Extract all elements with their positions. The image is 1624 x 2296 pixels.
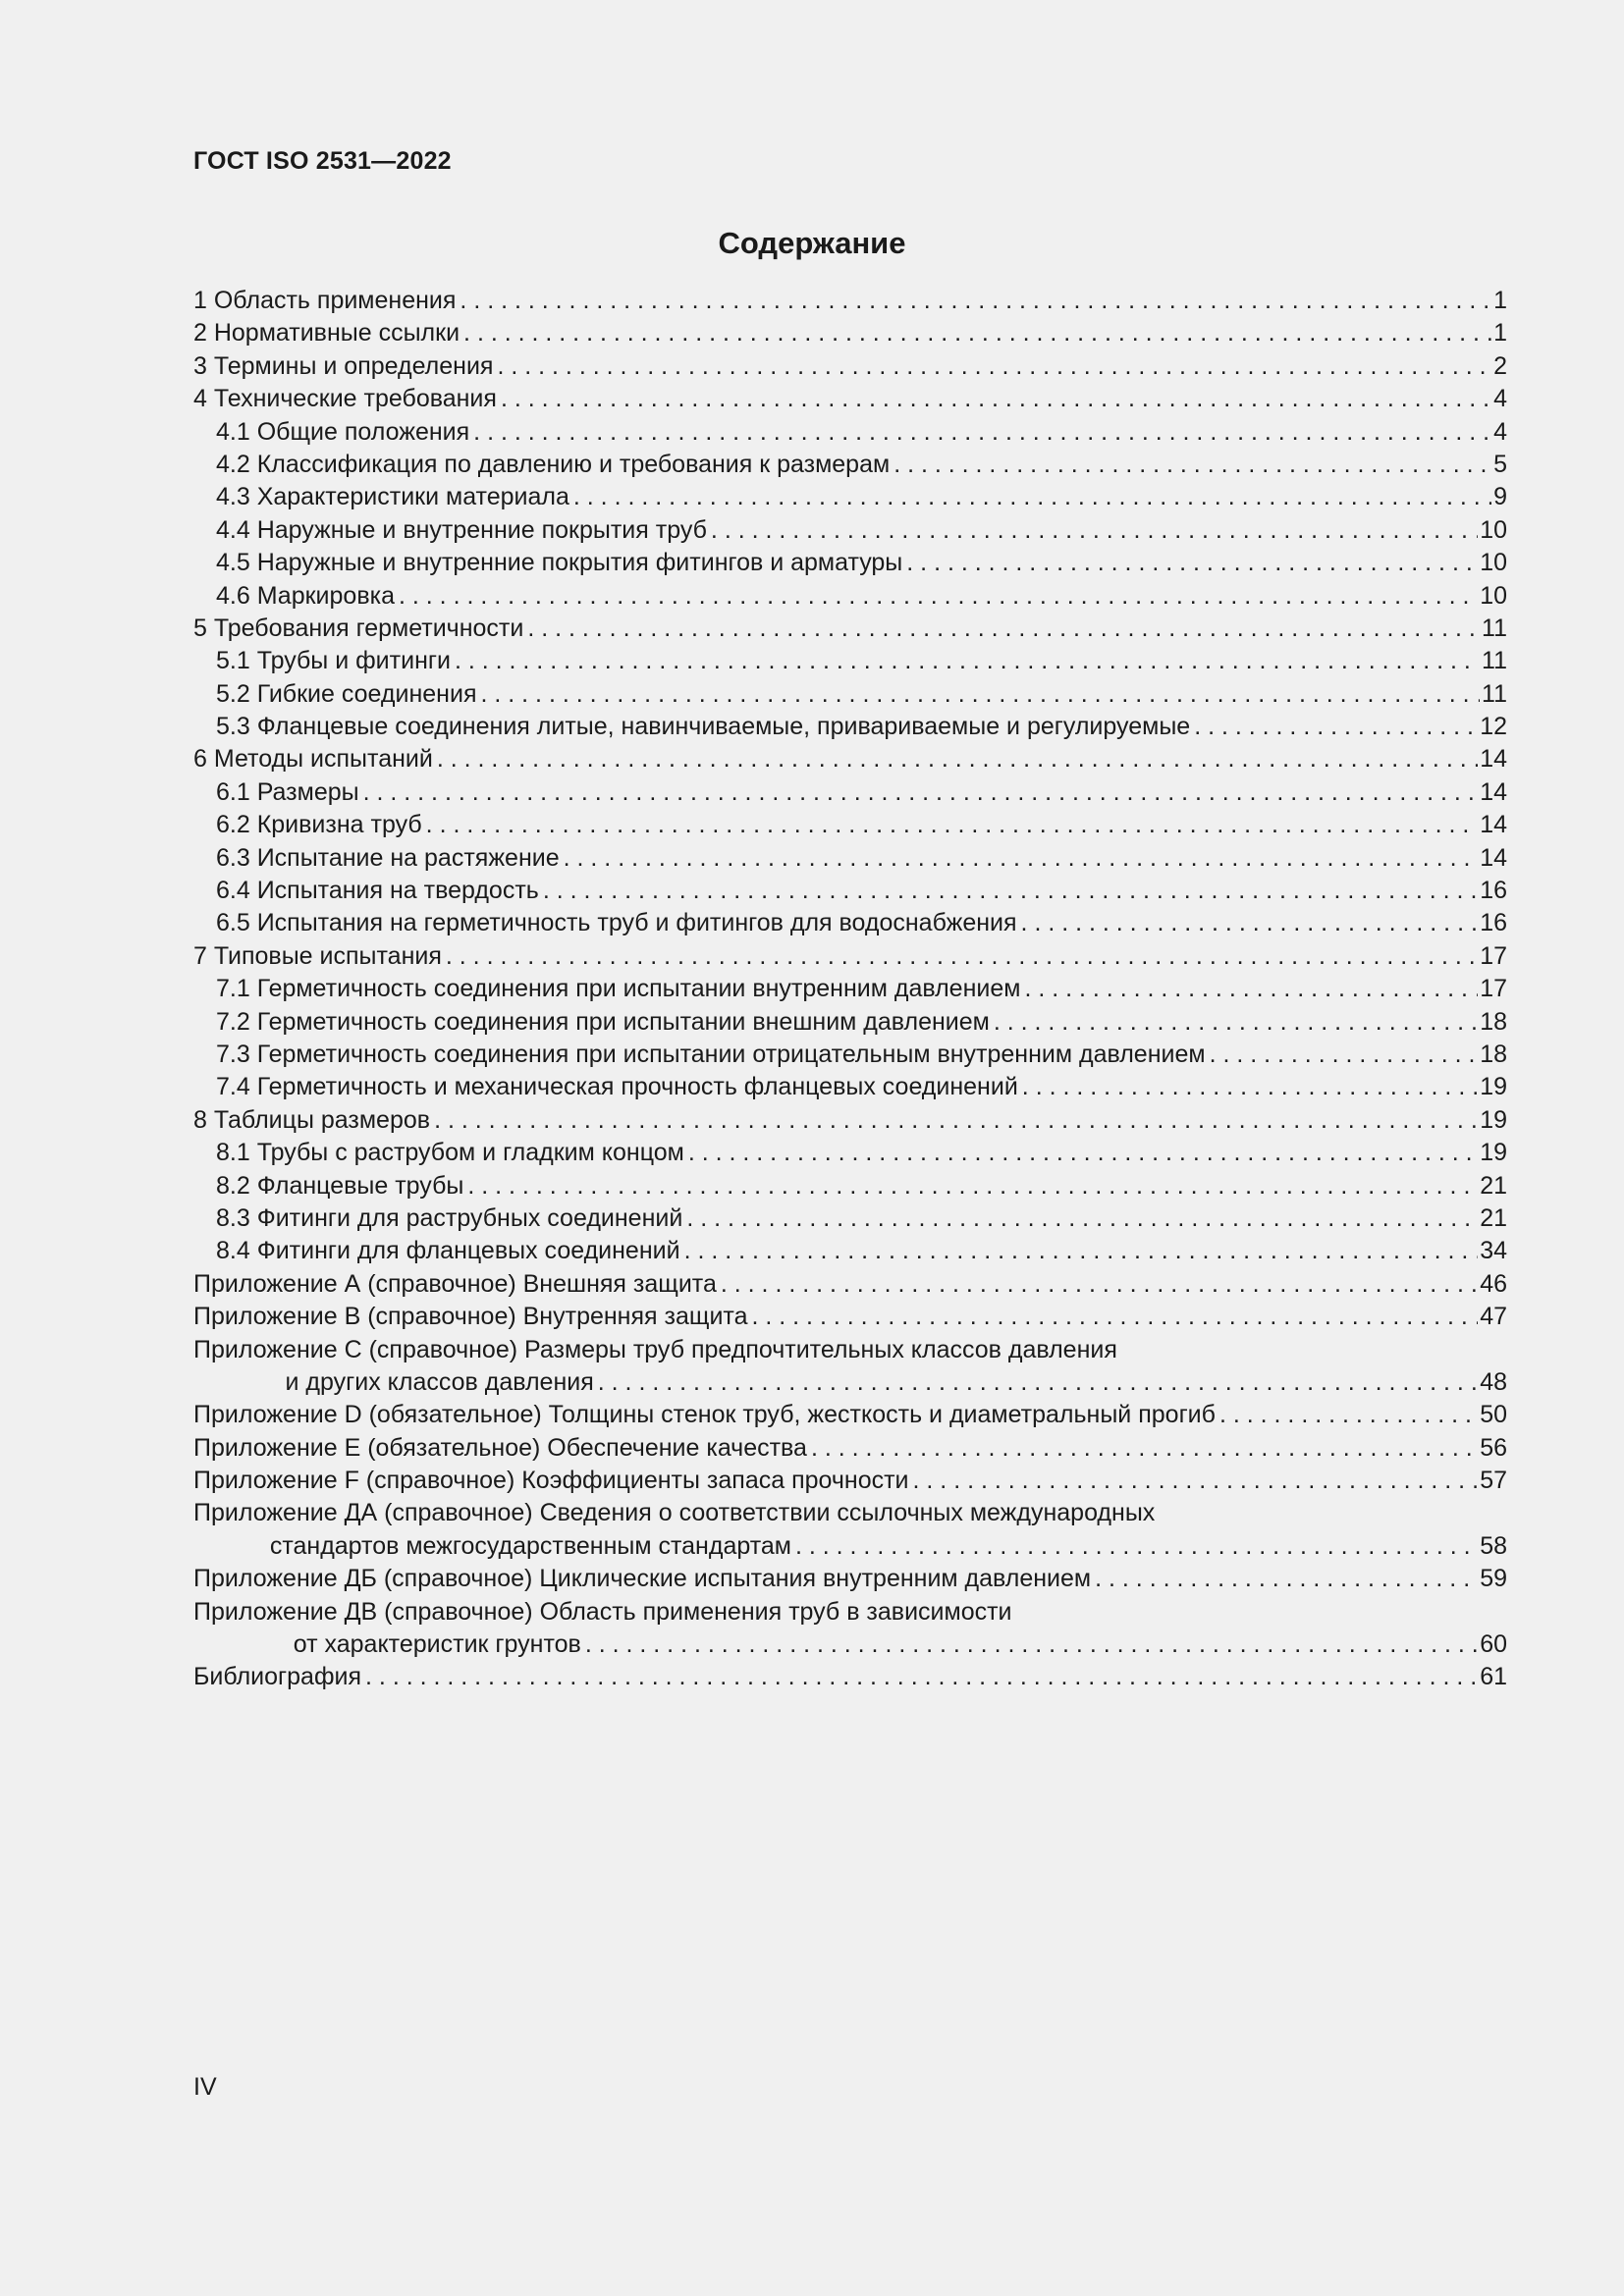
toc-entry-page: 21 — [1480, 1203, 1507, 1232]
toc-entry[interactable] — [193, 776, 1507, 809]
toc-entry-label: 5.2 Гибкие соединения — [216, 679, 477, 708]
toc-entry-label: 6.1 Размеры — [216, 777, 359, 806]
toc-entry-page: 1 — [1493, 287, 1507, 314]
toc-leader-dots — [684, 1235, 1479, 1267]
toc-entry-page: 14 — [1480, 745, 1507, 774]
toc-entry[interactable] — [193, 1432, 1507, 1465]
toc-entry-page: 11 — [1482, 679, 1507, 708]
toc-entry[interactable] — [193, 1465, 1507, 1497]
toc-leader-dots — [434, 1104, 1478, 1137]
toc-entry-page: 16 — [1480, 877, 1507, 905]
toc-entry[interactable] — [193, 1202, 1507, 1235]
toc-entry-page: 14 — [1480, 777, 1507, 806]
toc-entry-page: 21 — [1480, 1171, 1507, 1200]
toc-leader-dots — [598, 1366, 1478, 1399]
toc-entry-label: 6 Методы испытаний — [193, 745, 433, 774]
toc-entry-label: 3 Термины и определения — [193, 351, 494, 380]
toc-leader-dots — [437, 743, 1478, 775]
toc-entry-label: 7 Типовые испытания — [193, 941, 442, 970]
toc-entry-page: 1 — [1493, 319, 1507, 347]
toc-entry[interactable] — [193, 1661, 1507, 1693]
toc-entry-label: 4.1 Общие положения — [216, 417, 470, 446]
toc-entry-label: 6.4 Испытания на твердость — [216, 877, 539, 905]
toc-leader-dots — [711, 514, 1478, 547]
toc-entry-page: 46 — [1480, 1269, 1507, 1298]
toc-entry[interactable] — [193, 1039, 1507, 1071]
toc-leader-dots — [893, 449, 1491, 481]
toc-entry-label: 8.4 Фитинги для фланцевых соединений — [216, 1237, 680, 1265]
toc-entry-label: 7.4 Герметичность и механическая прочность фланцевых соединений — [216, 1073, 1018, 1101]
toc-entry-page: 17 — [1480, 975, 1507, 1003]
toc-entry-page: 57 — [1480, 1467, 1507, 1495]
toc-entry[interactable] — [193, 973, 1507, 1005]
toc-entry[interactable] — [193, 1006, 1507, 1039]
toc-entry-label: 5.1 Трубы и фитинги — [216, 647, 451, 675]
toc-entry-label: Приложение ДВ (справочное) Область применения труб в зависимости — [193, 1597, 1012, 1626]
page-number: IV — [193, 2073, 217, 2101]
toc-entry-page: 9 — [1493, 483, 1507, 511]
toc-entry-label: 7.2 Герметичность соединения при испытании внешним давлением — [216, 1007, 990, 1036]
toc-entry[interactable] — [193, 1235, 1507, 1267]
toc-entry-page: 17 — [1480, 941, 1507, 970]
toc-entry[interactable] — [193, 1268, 1507, 1301]
toc-entry-label: 4.2 Классификация по давлению и требования к размерам — [216, 450, 891, 478]
toc-leader-dots — [480, 678, 1480, 711]
toc-leader-dots — [473, 416, 1491, 449]
toc-entry[interactable] — [193, 481, 1507, 513]
toc-entry-label: 6.5 Испытания на герметичность труб и фитингов для водоснабжения — [216, 909, 1017, 937]
toc-entry[interactable] — [193, 449, 1507, 481]
toc-entry-page: 50 — [1480, 1401, 1507, 1429]
toc-entry-label: стандартов межгосударственным стандартам — [269, 1531, 791, 1560]
toc-leader-dots — [688, 1137, 1478, 1169]
toc-entry-page: 19 — [1480, 1139, 1507, 1167]
toc-entry[interactable] — [193, 416, 1507, 449]
toc-entry-page: 10 — [1480, 581, 1507, 610]
toc-entry-label: 2 Нормативные ссылки — [193, 319, 460, 347]
toc-entry-page: 5 — [1493, 450, 1507, 478]
page-title: Содержание — [718, 226, 906, 260]
toc-entry[interactable] — [193, 317, 1507, 349]
toc-entry-label: Приложение А (справочное) Внешняя защита — [193, 1269, 717, 1298]
toc-entry-label: 4.5 Наружные и внутренние покрытия фитингов и арматуры — [216, 549, 903, 577]
toc-entry-page: 56 — [1480, 1433, 1507, 1462]
toc-leader-dots — [751, 1301, 1478, 1333]
toc-entry[interactable] — [193, 580, 1507, 613]
toc-entry-label: 1 Область применения — [193, 287, 457, 314]
toc-entry[interactable] — [193, 1170, 1507, 1202]
toc-entry[interactable] — [193, 1366, 1507, 1399]
toc-entry-label: 4.4 Наружные и внутренние покрытия труб — [216, 515, 707, 544]
toc-entry[interactable] — [193, 285, 1507, 317]
toc-entry-label: 6.2 Кривизна труб — [216, 811, 422, 839]
toc-entry-label: и других классов давления — [285, 1367, 594, 1396]
toc-entry-page: 18 — [1480, 1007, 1507, 1036]
toc-entry-label: Приложение ДБ (справочное) Циклические испытания внутренним давлением — [193, 1565, 1092, 1593]
toc-entry[interactable] — [193, 645, 1507, 677]
toc-entry-page: 11 — [1482, 647, 1507, 675]
toc-entry-label: 8.3 Фитинги для раструбных соединений — [216, 1203, 683, 1232]
toc-entry[interactable] — [193, 743, 1507, 775]
toc-entry-label: Приложение С (справочное) Размеры труб предпочтительных классов давления — [193, 1335, 1117, 1363]
toc-entry-label: 4.6 Маркировка — [216, 581, 395, 610]
toc-leader-dots — [455, 645, 1480, 677]
toc-entry-page: 11 — [1482, 614, 1507, 642]
toc-entry[interactable] — [193, 678, 1507, 711]
toc-entry-label: Приложение D (обязательное) Толщины стенок труб, жесткость и диаметральный прогиб — [193, 1401, 1216, 1429]
toc-leader-dots — [686, 1202, 1478, 1235]
toc-entry[interactable] — [193, 875, 1507, 907]
toc-entry[interactable] — [193, 1563, 1507, 1595]
toc-leader-dots — [463, 317, 1491, 349]
toc-entry-page: 19 — [1480, 1073, 1507, 1101]
toc-entry-label: 4.3 Характеристики материала — [216, 483, 569, 511]
toc-entry-page: 48 — [1480, 1367, 1507, 1396]
toc-leader-dots — [497, 350, 1491, 383]
toc-entry-page: 34 — [1480, 1237, 1507, 1265]
toc-entry-page: 14 — [1480, 843, 1507, 872]
toc-entry[interactable] — [193, 940, 1507, 973]
toc-leader-dots — [527, 613, 1480, 645]
toc-leader-dots — [1021, 907, 1479, 939]
toc-entry[interactable] — [193, 842, 1507, 875]
toc-leader-dots — [811, 1432, 1478, 1465]
toc-entry[interactable] — [193, 1629, 1507, 1661]
toc-entry[interactable] — [193, 1530, 1507, 1563]
toc-entry[interactable] — [193, 1104, 1507, 1137]
toc-entry-label: Приложение F (справочное) Коэффициенты запаса прочности — [193, 1467, 909, 1495]
toc-leader-dots — [573, 481, 1491, 513]
toc-entry-label: Приложение В (справочное) Внутренняя защита — [193, 1303, 748, 1331]
toc-entry[interactable] — [193, 1137, 1507, 1169]
toc-entry-page: 47 — [1480, 1303, 1507, 1331]
toc-entry-page: 14 — [1480, 811, 1507, 839]
toc-leader-dots — [564, 842, 1479, 875]
toc-leader-dots — [467, 1170, 1478, 1202]
toc-entry-label: 5.3 Фланцевые соединения литые, навинчиваемые, привариваемые и регулируемые — [216, 713, 1191, 741]
toc-entry[interactable] — [193, 1399, 1507, 1431]
toc-entry-page: 19 — [1480, 1105, 1507, 1134]
toc-leader-dots — [795, 1530, 1478, 1563]
toc-entry-page: 18 — [1480, 1040, 1507, 1068]
toc-leader-dots — [721, 1268, 1478, 1301]
toc-entry[interactable] — [193, 1596, 1507, 1629]
toc-leader-dots — [399, 580, 1478, 613]
toc-leader-dots — [363, 776, 1479, 809]
toc-entry-page: 58 — [1480, 1531, 1507, 1560]
toc-entry[interactable] — [193, 1497, 1507, 1529]
toc-entry-page: 10 — [1480, 515, 1507, 544]
toc-entry-label: 7.3 Герметичность соединения при испытании отрицательным внутренним давлением — [216, 1040, 1206, 1068]
toc-leader-dots — [426, 809, 1479, 841]
toc-entry-page: 12 — [1480, 713, 1507, 741]
toc-entry-label: 7.1 Герметичность соединения при испытании внутренним давлением — [216, 975, 1021, 1003]
toc-entry[interactable] — [193, 547, 1507, 579]
toc-leader-dots — [994, 1006, 1478, 1039]
toc-leader-dots — [913, 1465, 1479, 1497]
toc-leader-dots — [543, 875, 1478, 907]
toc-entry[interactable] — [193, 711, 1507, 743]
toc-leader-dots — [446, 940, 1478, 973]
toc-entry-page: 4 — [1493, 385, 1507, 413]
toc-entry-page: 60 — [1480, 1630, 1507, 1659]
toc-entry[interactable] — [193, 1301, 1507, 1333]
toc-entry-label: Библиография — [193, 1663, 362, 1691]
toc-entry[interactable] — [193, 1334, 1507, 1366]
table-of-contents — [193, 285, 1507, 1694]
toc-entry-label: 8.1 Трубы с раструбом и гладким концом — [216, 1139, 684, 1167]
toc-entry[interactable] — [193, 809, 1507, 841]
toc-entry-page: 4 — [1493, 417, 1507, 446]
toc-leader-dots — [585, 1629, 1478, 1661]
toc-entry-page: 16 — [1480, 909, 1507, 937]
toc-entry[interactable] — [193, 383, 1507, 415]
toc-entry-label: Приложение Е (обязательное) Обеспечение качества — [193, 1433, 807, 1462]
toc-entry-page: 2 — [1493, 351, 1507, 380]
toc-leader-dots — [1024, 973, 1478, 1005]
toc-leader-dots — [1210, 1039, 1479, 1071]
toc-leader-dots — [1194, 711, 1478, 743]
toc-entry-label: 5 Требования герметичности — [193, 614, 524, 642]
toc-leader-dots — [365, 1661, 1478, 1693]
toc-leader-dots — [1022, 1071, 1478, 1103]
toc-entry[interactable] — [193, 613, 1507, 645]
toc-entry-label: 8.2 Фланцевые трубы — [216, 1171, 464, 1200]
toc-entry-label: от характеристик грунтов — [293, 1630, 581, 1659]
toc-leader-dots — [460, 285, 1491, 317]
toc-entry-label: 6.3 Испытание на растяжение — [216, 843, 560, 872]
toc-entry[interactable] — [193, 350, 1507, 383]
toc-leader-dots — [1219, 1399, 1478, 1431]
toc-entry[interactable] — [193, 514, 1507, 547]
toc-entry-page: 59 — [1480, 1565, 1507, 1593]
toc-entry[interactable] — [193, 907, 1507, 939]
toc-entry[interactable] — [193, 1071, 1507, 1103]
toc-entry-page: 61 — [1480, 1663, 1507, 1691]
toc-entry-page: 10 — [1480, 549, 1507, 577]
toc-entry-label: 4 Технические требования — [193, 385, 497, 413]
document-code: ГОСТ ISO 2531—2022 — [193, 147, 452, 175]
toc-entry-label: Приложение ДА (справочное) Сведения о соответствии ссылочных международных — [193, 1499, 1156, 1527]
toc-entry-label: 8 Таблицы размеров — [193, 1105, 431, 1134]
toc-leader-dots — [906, 547, 1478, 579]
toc-leader-dots — [501, 383, 1491, 415]
toc-leader-dots — [1095, 1563, 1478, 1595]
